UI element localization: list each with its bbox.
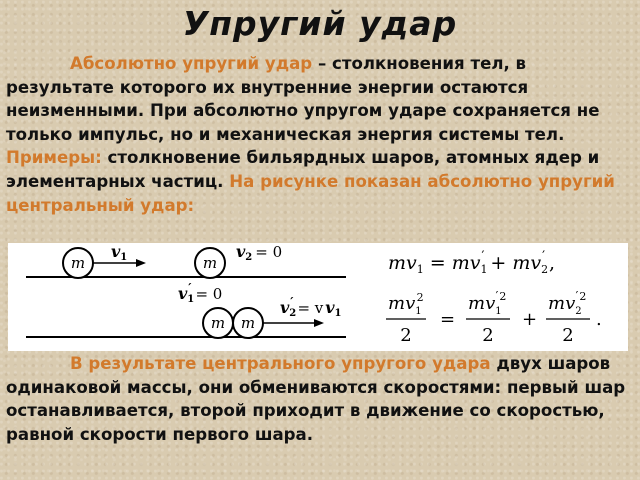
ball-2-before-label: m bbox=[202, 254, 218, 272]
svg-text:mv12: $mv_12$ bbox=[388, 291, 424, 317]
svg-text:mv1′2: $mv_1'2$ bbox=[468, 289, 507, 317]
collision-figure bbox=[8, 243, 628, 351]
velocity-arrowhead-2 bbox=[314, 319, 324, 327]
ball-2-after-label: m bbox=[240, 314, 256, 332]
svg-text:2: 2 bbox=[482, 325, 494, 346]
conclusion-highlight: В результате центрального упругого удара bbox=[70, 354, 491, 373]
v1-label: v1 bbox=[111, 243, 128, 263]
svg-text:2: 2 bbox=[562, 325, 574, 346]
momentum-equation bbox=[388, 249, 555, 276]
svg-text:2: 2 bbox=[400, 325, 412, 346]
intro-paragraph bbox=[6, 52, 632, 217]
figure-caption: На рисунке показан абсолютно упругий центральный удар: bbox=[6, 171, 615, 215]
energy-equation bbox=[386, 289, 602, 346]
definition-text: – столкновения тел, в результате которого их внутренние энергии остаются неизменными. При абсолютно упругом ударе сохраняется не только импульс, но и механическая энергия системы тел. bbox=[6, 54, 600, 144]
term-highlight: Абсолютно упругий удар bbox=[70, 54, 313, 73]
svg-text:=: = bbox=[440, 309, 456, 330]
svg-text:mv1=mv1′+mv2′,: $mv_1 = mv_1' + mv_2'$ , bbox=[388, 249, 556, 276]
conclusion-text: двух шаров одинаковой массы, они обмениваются скоростями: первый шар останавливается, второй приходит в движение со скоростью, равной скорости первого шара. bbox=[6, 354, 626, 444]
ball-1-after-label: m bbox=[210, 314, 226, 332]
v2-label: v2 = 0 bbox=[236, 243, 283, 263]
conclusion-paragraph bbox=[6, 352, 632, 446]
page-title: Упругий удар bbox=[182, 4, 458, 43]
v1-prime-label: v1′ = 0 bbox=[178, 281, 223, 305]
examples-text: столкновение бильярдных шаров, атомных ядер и элементарных частиц. bbox=[6, 148, 600, 191]
ball-1-before-label: m bbox=[70, 254, 86, 272]
examples-label: Примеры: bbox=[6, 148, 102, 168]
v2-prime-label: v2′ = v v1 bbox=[280, 295, 342, 319]
svg-text:+: + bbox=[522, 309, 538, 330]
velocity-arrowhead-1 bbox=[136, 259, 146, 267]
svg-text:mv2′2: $mv_2'2$ bbox=[548, 289, 587, 317]
collision-diagram bbox=[8, 243, 628, 351]
svg-text:.: . bbox=[596, 309, 602, 330]
